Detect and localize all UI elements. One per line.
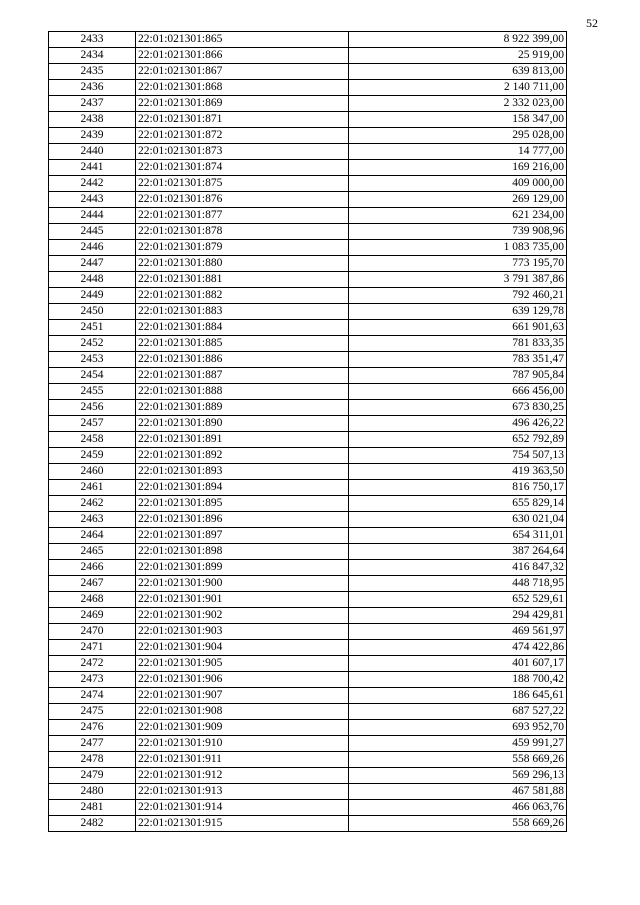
table-row <box>49 176 567 192</box>
table-row <box>49 256 567 272</box>
cadastral-value-cell: 2 140 711,00 <box>349 80 567 96</box>
cadastral-number-cell: 22:01:021301:893 <box>136 464 349 480</box>
table-row <box>49 672 567 688</box>
table-row <box>49 688 567 704</box>
row-number-cell: 2460 <box>49 464 136 480</box>
cadastral-value-cell: 630 021,04 <box>349 512 567 528</box>
table-row <box>49 288 567 304</box>
cadastral-value-cell: 467 581,88 <box>349 784 567 800</box>
row-number-cell: 2478 <box>49 752 136 768</box>
cadastral-number-cell: 22:01:021301:888 <box>136 384 349 400</box>
cadastral-value-cell: 621 234,00 <box>349 208 567 224</box>
cadastral-number-cell: 22:01:021301:894 <box>136 480 349 496</box>
cadastral-number-cell: 22:01:021301:880 <box>136 256 349 272</box>
table-row <box>49 464 567 480</box>
cadastral-number-cell: 22:01:021301:889 <box>136 400 349 416</box>
cadastral-number-cell: 22:01:021301:905 <box>136 656 349 672</box>
cadastral-number-cell: 22:01:021301:915 <box>136 816 349 832</box>
row-number-cell: 2470 <box>49 624 136 640</box>
table-row <box>49 448 567 464</box>
cadastral-value-cell: 569 296,13 <box>349 768 567 784</box>
cadastral-value-cell: 3 791 387,86 <box>349 272 567 288</box>
row-number-cell: 2477 <box>49 736 136 752</box>
cadastral-value-cell: 787 905,84 <box>349 368 567 384</box>
cadastral-number-cell: 22:01:021301:883 <box>136 304 349 320</box>
cadastral-number-cell: 22:01:021301:882 <box>136 288 349 304</box>
table-row <box>49 320 567 336</box>
row-number-cell: 2455 <box>49 384 136 400</box>
table-row <box>49 208 567 224</box>
cadastral-number-cell: 22:01:021301:869 <box>136 96 349 112</box>
page-number: 52 <box>586 16 598 30</box>
cadastral-number-cell: 22:01:021301:875 <box>136 176 349 192</box>
row-number-cell: 2445 <box>49 224 136 240</box>
cadastral-number-cell: 22:01:021301:865 <box>136 32 349 48</box>
row-number-cell: 2440 <box>49 144 136 160</box>
cadastral-number-cell: 22:01:021301:907 <box>136 688 349 704</box>
table-row <box>49 352 567 368</box>
table-row <box>49 784 567 800</box>
row-number-cell: 2437 <box>49 96 136 112</box>
row-number-cell: 2472 <box>49 656 136 672</box>
cadastral-value-cell: 558 669,26 <box>349 816 567 832</box>
table-row <box>49 112 567 128</box>
cadastral-number-cell: 22:01:021301:898 <box>136 544 349 560</box>
row-number-cell: 2476 <box>49 720 136 736</box>
table-row <box>49 432 567 448</box>
cadastral-number-cell: 22:01:021301:895 <box>136 496 349 512</box>
cadastral-number-cell: 22:01:021301:897 <box>136 528 349 544</box>
table-row <box>49 624 567 640</box>
table-row <box>49 240 567 256</box>
cadastral-number-cell: 22:01:021301:873 <box>136 144 349 160</box>
cadastral-number-cell: 22:01:021301:887 <box>136 368 349 384</box>
cadastral-number-cell: 22:01:021301:885 <box>136 336 349 352</box>
cadastral-number-cell: 22:01:021301:899 <box>136 560 349 576</box>
table-row <box>49 128 567 144</box>
cadastral-value-cell: 459 991,27 <box>349 736 567 752</box>
cadastral-number-cell: 22:01:021301:878 <box>136 224 349 240</box>
cadastral-number-cell: 22:01:021301:868 <box>136 80 349 96</box>
table-row <box>49 416 567 432</box>
row-number-cell: 2461 <box>49 480 136 496</box>
table-row <box>49 512 567 528</box>
cadastral-number-cell: 22:01:021301:914 <box>136 800 349 816</box>
cadastral-number-cell: 22:01:021301:876 <box>136 192 349 208</box>
table-row <box>49 272 567 288</box>
cadastral-number-cell: 22:01:021301:892 <box>136 448 349 464</box>
table-row <box>49 304 567 320</box>
table-row <box>49 800 567 816</box>
row-number-cell: 2474 <box>49 688 136 704</box>
row-number-cell: 2452 <box>49 336 136 352</box>
cadastral-value-cell: 781 833,35 <box>349 336 567 352</box>
row-number-cell: 2466 <box>49 560 136 576</box>
row-number-cell: 2467 <box>49 576 136 592</box>
cadastral-value-table <box>48 31 567 832</box>
row-number-cell: 2465 <box>49 544 136 560</box>
table-row <box>49 32 567 48</box>
cadastral-value-cell: 416 847,32 <box>349 560 567 576</box>
row-number-cell: 2459 <box>49 448 136 464</box>
cadastral-number-cell: 22:01:021301:872 <box>136 128 349 144</box>
row-number-cell: 2471 <box>49 640 136 656</box>
table-row <box>49 560 567 576</box>
table-row <box>49 544 567 560</box>
row-number-cell: 2475 <box>49 704 136 720</box>
table-row <box>49 480 567 496</box>
cadastral-value-cell: 169 216,00 <box>349 160 567 176</box>
cadastral-number-cell: 22:01:021301:867 <box>136 64 349 80</box>
cadastral-value-cell: 409 000,00 <box>349 176 567 192</box>
table-row <box>49 576 567 592</box>
row-number-cell: 2438 <box>49 112 136 128</box>
row-number-cell: 2443 <box>49 192 136 208</box>
table-row <box>49 704 567 720</box>
cadastral-value-cell: 655 829,14 <box>349 496 567 512</box>
cadastral-value-cell: 773 195,70 <box>349 256 567 272</box>
cadastral-value-cell: 2 332 023,00 <box>349 96 567 112</box>
cadastral-value-cell: 387 264,64 <box>349 544 567 560</box>
cadastral-number-cell: 22:01:021301:866 <box>136 48 349 64</box>
row-number-cell: 2441 <box>49 160 136 176</box>
table-row <box>49 720 567 736</box>
cadastral-value-cell: 419 363,50 <box>349 464 567 480</box>
table-row <box>49 640 567 656</box>
row-number-cell: 2468 <box>49 592 136 608</box>
cadastral-value-cell: 295 028,00 <box>349 128 567 144</box>
table-row <box>49 528 567 544</box>
cadastral-value-cell: 639 813,00 <box>349 64 567 80</box>
table-row <box>49 400 567 416</box>
cadastral-number-cell: 22:01:021301:901 <box>136 592 349 608</box>
table-row <box>49 64 567 80</box>
row-number-cell: 2433 <box>49 32 136 48</box>
row-number-cell: 2439 <box>49 128 136 144</box>
table-row <box>49 368 567 384</box>
table-row <box>49 144 567 160</box>
row-number-cell: 2473 <box>49 672 136 688</box>
cadastral-value-cell: 474 422,86 <box>349 640 567 656</box>
cadastral-value-cell: 466 063,76 <box>349 800 567 816</box>
cadastral-number-cell: 22:01:021301:890 <box>136 416 349 432</box>
table-row <box>49 768 567 784</box>
cadastral-number-cell: 22:01:021301:877 <box>136 208 349 224</box>
cadastral-value-cell: 652 792,89 <box>349 432 567 448</box>
table-row <box>49 816 567 832</box>
cadastral-number-cell: 22:01:021301:874 <box>136 160 349 176</box>
cadastral-number-cell: 22:01:021301:886 <box>136 352 349 368</box>
table-row <box>49 384 567 400</box>
row-number-cell: 2447 <box>49 256 136 272</box>
table-row <box>49 192 567 208</box>
row-number-cell: 2464 <box>49 528 136 544</box>
row-number-cell: 2436 <box>49 80 136 96</box>
row-number-cell: 2454 <box>49 368 136 384</box>
cadastral-number-cell: 22:01:021301:910 <box>136 736 349 752</box>
cadastral-number-cell: 22:01:021301:871 <box>136 112 349 128</box>
cadastral-value-cell: 294 429,81 <box>349 608 567 624</box>
cadastral-value-cell: 25 919,00 <box>349 48 567 64</box>
cadastral-value-cell: 754 507,13 <box>349 448 567 464</box>
cadastral-number-cell: 22:01:021301:911 <box>136 752 349 768</box>
row-number-cell: 2463 <box>49 512 136 528</box>
row-number-cell: 2481 <box>49 800 136 816</box>
cadastral-number-cell: 22:01:021301:896 <box>136 512 349 528</box>
cadastral-value-cell: 496 426,22 <box>349 416 567 432</box>
cadastral-number-cell: 22:01:021301:906 <box>136 672 349 688</box>
row-number-cell: 2444 <box>49 208 136 224</box>
row-number-cell: 2446 <box>49 240 136 256</box>
cadastral-number-cell: 22:01:021301:891 <box>136 432 349 448</box>
cadastral-value-cell: 639 129,78 <box>349 304 567 320</box>
table-row <box>49 80 567 96</box>
table-body <box>49 32 567 832</box>
row-number-cell: 2434 <box>49 48 136 64</box>
cadastral-value-cell: 8 922 399,00 <box>349 32 567 48</box>
cadastral-value-cell: 186 645,61 <box>349 688 567 704</box>
table-row <box>49 160 567 176</box>
cadastral-value-cell: 654 311,01 <box>349 528 567 544</box>
cadastral-value-cell: 652 529,61 <box>349 592 567 608</box>
row-number-cell: 2469 <box>49 608 136 624</box>
table-row <box>49 592 567 608</box>
row-number-cell: 2482 <box>49 816 136 832</box>
row-number-cell: 2480 <box>49 784 136 800</box>
cadastral-value-cell: 448 718,95 <box>349 576 567 592</box>
cadastral-number-cell: 22:01:021301:913 <box>136 784 349 800</box>
cadastral-number-cell: 22:01:021301:912 <box>136 768 349 784</box>
row-number-cell: 2449 <box>49 288 136 304</box>
cadastral-number-cell: 22:01:021301:881 <box>136 272 349 288</box>
row-number-cell: 2453 <box>49 352 136 368</box>
cadastral-number-cell: 22:01:021301:908 <box>136 704 349 720</box>
cadastral-value-cell: 158 347,00 <box>349 112 567 128</box>
table-row <box>49 48 567 64</box>
row-number-cell: 2435 <box>49 64 136 80</box>
cadastral-number-cell: 22:01:021301:904 <box>136 640 349 656</box>
cadastral-value-cell: 673 830,25 <box>349 400 567 416</box>
cadastral-value-cell: 666 456,00 <box>349 384 567 400</box>
cadastral-number-cell: 22:01:021301:879 <box>136 240 349 256</box>
cadastral-value-cell: 1 083 735,00 <box>349 240 567 256</box>
row-number-cell: 2442 <box>49 176 136 192</box>
cadastral-value-cell: 739 908,96 <box>349 224 567 240</box>
cadastral-value-cell: 14 777,00 <box>349 144 567 160</box>
row-number-cell: 2448 <box>49 272 136 288</box>
table-row <box>49 224 567 240</box>
cadastral-value-cell: 687 527,22 <box>349 704 567 720</box>
cadastral-value-cell: 693 952,70 <box>349 720 567 736</box>
table-row <box>49 608 567 624</box>
table-row <box>49 496 567 512</box>
row-number-cell: 2479 <box>49 768 136 784</box>
row-number-cell: 2462 <box>49 496 136 512</box>
row-number-cell: 2451 <box>49 320 136 336</box>
table-row <box>49 96 567 112</box>
cadastral-value-cell: 401 607,17 <box>349 656 567 672</box>
row-number-cell: 2458 <box>49 432 136 448</box>
cadastral-value-cell: 783 351,47 <box>349 352 567 368</box>
table-row <box>49 656 567 672</box>
table-row <box>49 752 567 768</box>
cadastral-value-cell: 469 561,97 <box>349 624 567 640</box>
cadastral-value-cell: 269 129,00 <box>349 192 567 208</box>
row-number-cell: 2457 <box>49 416 136 432</box>
cadastral-number-cell: 22:01:021301:900 <box>136 576 349 592</box>
table-row <box>49 736 567 752</box>
row-number-cell: 2450 <box>49 304 136 320</box>
cadastral-value-cell: 188 700,42 <box>349 672 567 688</box>
cadastral-value-cell: 661 901,63 <box>349 320 567 336</box>
row-number-cell: 2456 <box>49 400 136 416</box>
cadastral-number-cell: 22:01:021301:902 <box>136 608 349 624</box>
cadastral-number-cell: 22:01:021301:909 <box>136 720 349 736</box>
cadastral-value-cell: 792 460,21 <box>349 288 567 304</box>
cadastral-value-cell: 558 669,26 <box>349 752 567 768</box>
table-row <box>49 336 567 352</box>
cadastral-value-cell: 816 750,17 <box>349 480 567 496</box>
cadastral-number-cell: 22:01:021301:903 <box>136 624 349 640</box>
cadastral-number-cell: 22:01:021301:884 <box>136 320 349 336</box>
